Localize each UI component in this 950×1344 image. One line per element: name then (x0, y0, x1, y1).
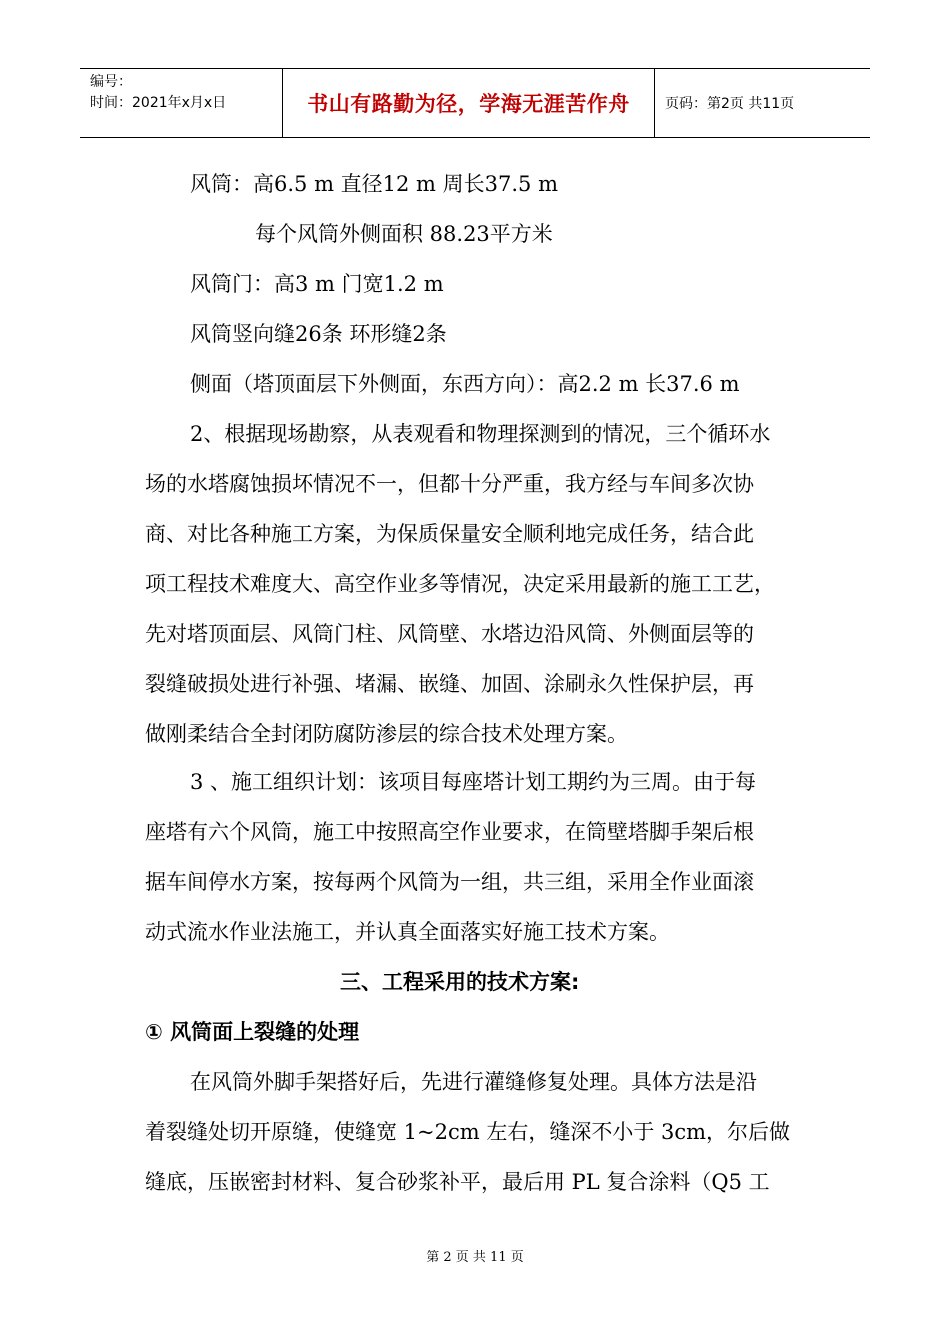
section-heading: 三、工程采用的技术方案: (340, 970, 580, 994)
paragraph-line: 做刚柔结合全封闭防腐防渗层的综合技术处理方案。 (145, 722, 628, 746)
page-footer: 第 2 页 共 11 页 (426, 1250, 524, 1265)
paragraph-line: 座塔有六个风筒，施工中按照高空作业要求，在筒壁塔脚手架后根 (145, 820, 754, 844)
spec-line-side: 侧面（塔顶面层下外侧面，东西方向）：高2.2 m 长37.6 m (190, 372, 740, 396)
spec-line-seams: 风筒竖向缝26条 环形缝2条 (190, 322, 447, 346)
paragraph-line: 着裂缝处切开原缝，使缝宽 1~2cm 左右，缝深不小于 3cm，尔后做 (145, 1120, 791, 1144)
header-page-info: 页码：第2页 共11页 (665, 96, 795, 112)
page-header (80, 68, 870, 138)
paragraph-line: 动式流水作业法施工，并认真全面落实好施工技术方案。 (145, 920, 670, 944)
paragraph-line: 场的水塔腐蚀损坏情况不一，但都十分严重，我方经与车间多次协 (145, 472, 754, 496)
spec-line-door: 风筒门：高3 m 门宽1.2 m (190, 272, 444, 296)
paragraph-line: 3 、施工组织计划：该项目每座塔计划工期约为三周。由于每 (190, 770, 757, 794)
paragraph-line: 先对塔顶面层、风筒门柱、风筒壁、水塔边沿风筒、外侧面层等的 (145, 622, 754, 646)
subsection-heading: ① 风筒面上裂缝的处理 (145, 1020, 360, 1044)
paragraph-line: 在风筒外脚手架搭好后，先进行灌缝修复处理。具体方法是沿 (190, 1070, 757, 1094)
paragraph-line: 裂缝破损处进行补强、堵漏、嵌缝、加固、涂刷永久性保护层，再 (145, 672, 754, 696)
spec-line-tower: 风筒：高6.5 m 直径12 m 周长37.5 m (190, 172, 558, 196)
document-number-label: 编号： (90, 74, 132, 90)
document-date: 时间：2021年x月x日 (90, 95, 227, 111)
paragraph-line: 2、根据现场勘察，从表观看和物理探测到的情况，三个循环水 (190, 422, 771, 446)
header-motto-cell (283, 69, 655, 137)
header-page-info-cell (655, 69, 870, 137)
paragraph-line: 商、对比各种施工方案，为保质保量安全顺利地完成任务，结合此 (145, 522, 754, 546)
paragraph-line: 缝底，压嵌密封材料、复合砂浆补平，最后用 PL 复合涂料（Q5 工 (145, 1170, 770, 1194)
paragraph-line: 项工程技术难度大、高空作业多等情况，决定采用最新的施工工艺， (145, 572, 775, 596)
header-meta (80, 69, 283, 137)
header-motto: 书山有路勤为径，学海无涯苦作舟 (307, 92, 630, 116)
spec-line-area: 每个风筒外侧面积 88.23平方米 (255, 222, 553, 246)
paragraph-line: 据车间停水方案，按每两个风筒为一组，共三组，采用全作业面滚 (145, 870, 754, 894)
